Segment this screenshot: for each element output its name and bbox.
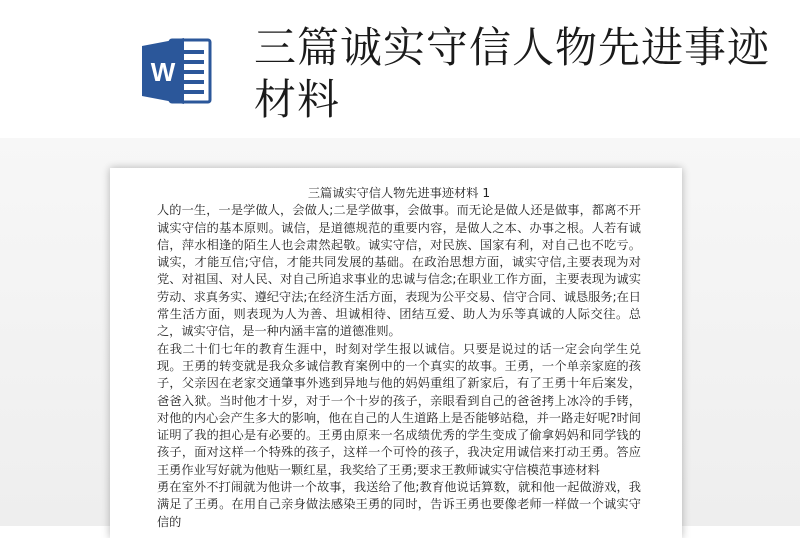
word-document-icon bbox=[140, 34, 214, 108]
word-icon-letter: W bbox=[150, 57, 176, 87]
paragraph-1: 人的一生，一是学做人，会做人;二是学做事，会做事。而无论是做人还是做事，都离不开诚实守信的基本原则。诚信，是道德规范的重要内容，是做人之本、办事之根。人若有诚信，萍水相逢的陌生人也会肃然起敬。诚实守信，对民族、国家有利，对自己也不吃亏。诚实，才能互信;守信，才能共同发展的基础。在政治思想方面，诚实守信,主要表现为对党、对祖国、对人民、对自己所追求事业的忠诚与信念;在职业工作方面，主要表现为诚实劳动、求真务实、遵纪守法;在经济生活方面，表现为公平交易、信守合同、诚恳服务;在日常生活方面，则表现为人为善、坦诚相待、团结互爱、助人为乐等真诚的人际交往。总之，诚实守信，是一种内涵丰富的道德准则。 bbox=[157, 203, 641, 339]
paragraph-2: 在我二十们七年的教育生涯中，时刻对学生报以诚信。只要是说过的话一定会向学生兑现。王勇的转变就是我众多诚信教育案例中的一个真实的故事。王勇，一个单亲家庭的孩子，父亲因在老家交通肇事外逃到异地与他的妈妈重组了新家后，有了王勇十年后案发，爸爸入狱。当时他才十岁，对于一个十岁的孩子，亲眼看到自己的爸爸拷上冰冷的手铐，对他的内心会产生多大的影响，他在自己的人生道路上是否能够站稳，并一路走好呢?时间证明了我的担心是有必要的。王勇由原来一名成绩优秀的学生变成了偷拿妈妈和同学钱的孩子，面对这样一个特殊的孩子，这样一个可怜的孩子，我决定用诚信来打动王勇。答应王勇作业写好就为他贴一颗红星，我奖给了王勇;要求王教师诚实守信模范事迹材料 bbox=[157, 341, 641, 477]
document-page bbox=[110, 168, 682, 538]
document-heading: 三篇诚实守信人物先进事迹材料 1 bbox=[307, 186, 491, 200]
document-body bbox=[157, 185, 641, 531]
paragraph-3: 勇在室外不打闹就为他讲一个故事，我送给了他;教育他说话算数，就和他一起做游戏，我满足了王勇。在用自己亲身做法感染王勇的同时，告诉王勇也要像老师一样做一个诚实守信的 bbox=[157, 480, 641, 529]
page-title: 三篇诚实守信人物先进事迹材料 bbox=[254, 23, 771, 124]
